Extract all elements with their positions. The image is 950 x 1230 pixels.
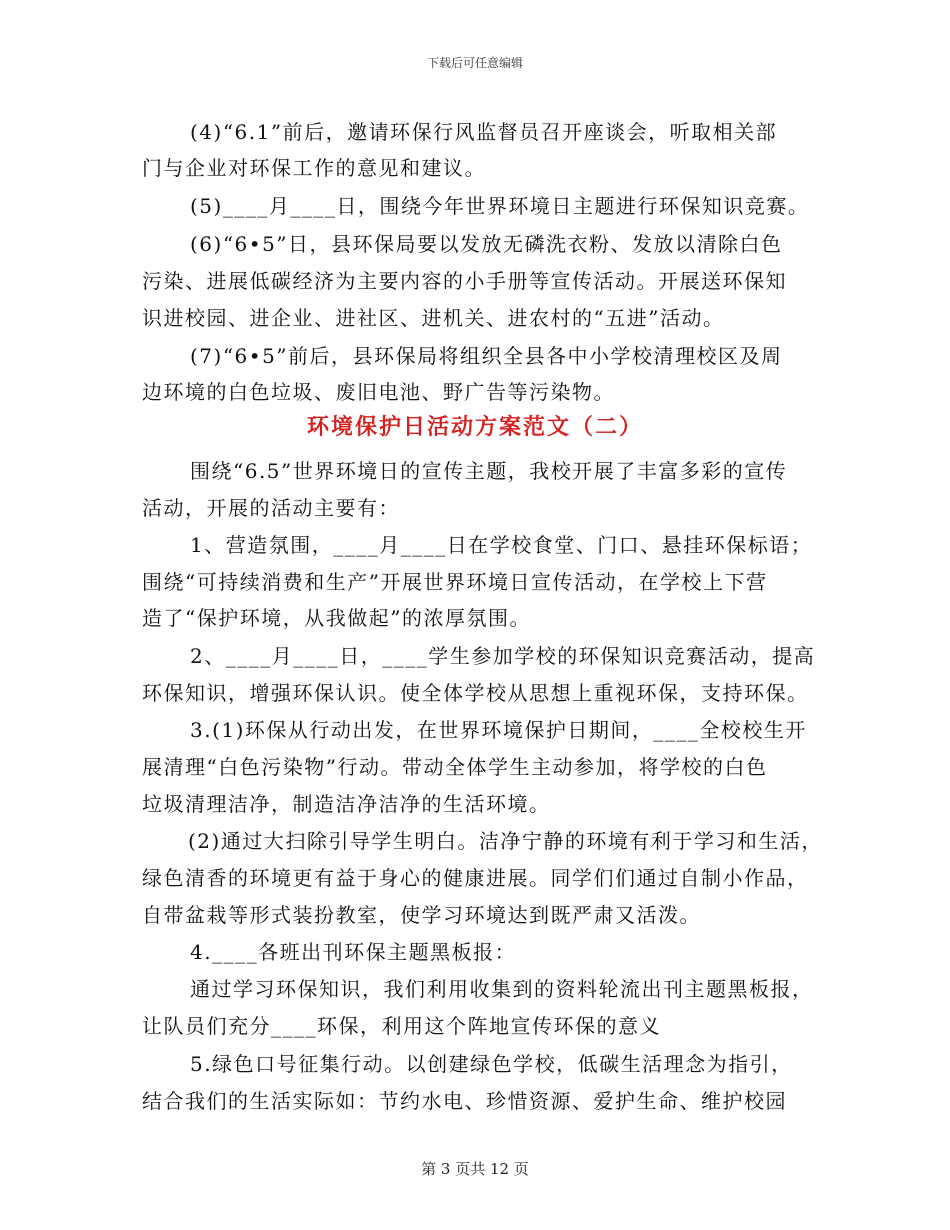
paragraph-line: 4.____各班出刊环保主题黑板报： [190,940,517,964]
paragraph-line: 围绕“可持续消费和生产”开展世界环境日宣传活动，在学校上下营 [142,570,768,594]
paragraph-line: 结合我们的生活实际如：节约水电、珍惜资源、爱护生命、维护校园 [142,1089,787,1113]
paragraph-line: 展清理“白色污染物”行动。带动全体学生主动参加，将学校的白色 [142,755,768,779]
page-header: 下载后可任意编辑 [426,56,523,70]
paragraph-line: 绿色清香的环境更有益于身心的健康进展。同学们们通过自制小作品， [142,866,809,890]
paragraph-line: 造了“保护环境，从我做起”的浓厚氛围。 [142,606,531,630]
paragraph-line: 环保知识，增强环保认识。使全体学校从思想上重视环保，支持环保。 [142,681,809,705]
paragraph-line: 活动，开展的活动主要有： [142,496,400,520]
paragraph-line: (2)通过大扫除引导学生明白。洁净宁静的环境有利于学习和生活， [188,829,823,853]
paragraph-line: 识进校园、进企业、进社区、进机关、进农村的“五进”活动。 [142,306,725,330]
paragraph-line: 2、____月____日，____学生参加学校的环保知识竞赛活动，提高 [190,644,816,668]
paragraph-line: 5.绿色口号征集行动。以创建绿色学校，低碳生活理念为指引， [190,1052,793,1076]
paragraph-line: (6)“6•5”日，县环保局要以发放无磷洗衣粉、发放以清除白色 [190,232,783,256]
paragraph-line: (7)“6•5”前后，县环保局将组织全县各中小学校清理校区及周 [190,344,783,368]
paragraph-line: 3.(1)环保从行动出发，在世界环境保护日期间，____全校校生开 [190,718,807,742]
paragraph-line: 通过学习环保知识，我们利用收集到的资料轮流出刊主题黑板报， [190,977,814,1001]
section-title: 环境保护日活动方案范文（二） [306,415,643,440]
paragraph-line: (5)____月____日，围绕今年世界环境日主题进行环保知识竞赛。 [190,194,810,218]
page-footer: 第 3 页共 12 页 [421,1160,529,1178]
paragraph-line: 边环境的白色垃圾、废旧电池、野广告等污染物。 [142,380,615,404]
paragraph-line: 自带盆栽等形式装扮教室，使学习环境达到既严肃又活泼。 [142,903,701,927]
paragraph-line: 污染、进展低碳经济为主要内容的小手册等宣传活动。开展送环保知 [142,269,787,293]
paragraph-line: 1、营造氛围，____月____日在学校食堂、门口、悬挂环保标语； [190,533,813,557]
paragraph-line: 门与企业对环保工作的意见和建议。 [142,156,486,180]
paragraph-line: 让队员们充分____环保，利用这个阵地宣传环保的意义 [142,1014,661,1038]
paragraph-line: (4)“6.1”前后，邀请环保行风监督员召开座谈会，听取相关部 [190,120,778,144]
paragraph-line: 围绕“6.5”世界环境日的宣传主题，我校开展了丰富多彩的宣传 [190,459,788,483]
paragraph-line: 垃圾清理洁净，制造洁净洁净的生活环境。 [142,792,551,816]
